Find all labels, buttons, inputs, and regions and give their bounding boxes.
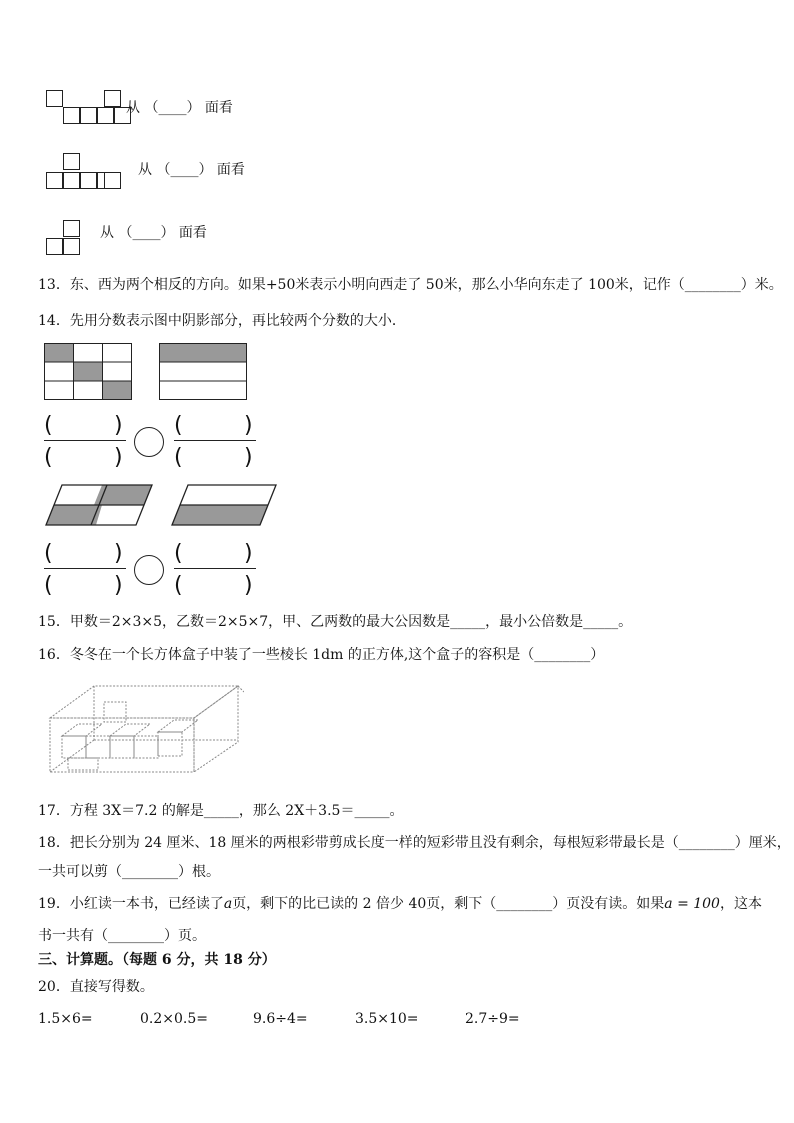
section-3-heading: 三、计算题。（每题 6 分，共 18 分） [38,952,276,968]
calc-item-1: 1.5×6= [38,1011,93,1027]
fraction-grid-2 [159,343,247,400]
calc-item-2: 0.2×0.5= [140,1011,208,1027]
box-with-cubes-sketch [48,680,244,776]
question-17: 17．方程 3X＝7.2 的解是_____，那么 2X＋3.5＝_____。 [38,803,404,819]
fraction-blank-3[interactable]: ( ) ( ) [40,540,128,600]
calc-item-4: 3.5×10= [355,1011,419,1027]
question-18-line-1: 18．把长分别为 24 厘米、18 厘米的两根彩带剪成长度一样的短彩带且没有剩余，每根短彩带最长是（________）厘米， [38,835,791,851]
calc-item-5: 2.7÷9= [465,1011,520,1027]
equation-a-100: a = 100 [664,896,720,912]
question-14: 14．先用分数表示图中阴影部分，再比较两个分数的大小． [38,313,406,329]
fraction-blank-2[interactable]: ( ) ( ) [170,412,258,472]
fraction-grid-1 [44,343,132,400]
question-13: 13．东、西为两个相反的方向。如果+50米表示小明向西走了 50米，那么小华向东走了 100米，记作（________）米。 [38,277,783,293]
question-18-line-2: 一共可以剪（________）根。 [38,864,220,880]
question-15: 15．甲数＝2×3×5，乙数＝2×5×7，甲、乙两数的最大公因数是_____，最小公倍数是_____。 [38,614,633,630]
fraction-blank-4[interactable]: ( ) ( ) [170,540,258,600]
fraction-parallelogram-2 [170,483,280,527]
compare-circle-1[interactable] [134,427,164,457]
question-20: 20．直接写得数。 [38,979,154,995]
calc-item-3: 9.6÷4= [253,1011,308,1027]
view-label-3: 从 （____） 面看 [100,225,207,241]
question-19-line-2: 书一共有（________）页。 [38,928,206,944]
question-16: 16．冬冬在一个长方体盒子中装了一些棱长 1dm 的正方体,这个盒子的容积是（________） [38,647,605,663]
fraction-blank-1[interactable]: ( ) ( ) [40,412,128,472]
view-label-2: 从 （____） 面看 [138,162,245,178]
compare-circle-2[interactable] [134,555,164,585]
view-label-1: 从 （____） 面看 [126,100,233,116]
question-19-line-1: 19．小红读一本书，已经读了a页，剩下的比已读的 2 倍少 40页，剩下（________）页没有读。如果a = 100，这本 [38,896,762,912]
variable-a: a [223,896,233,912]
fraction-parallelogram-1 [44,483,156,527]
